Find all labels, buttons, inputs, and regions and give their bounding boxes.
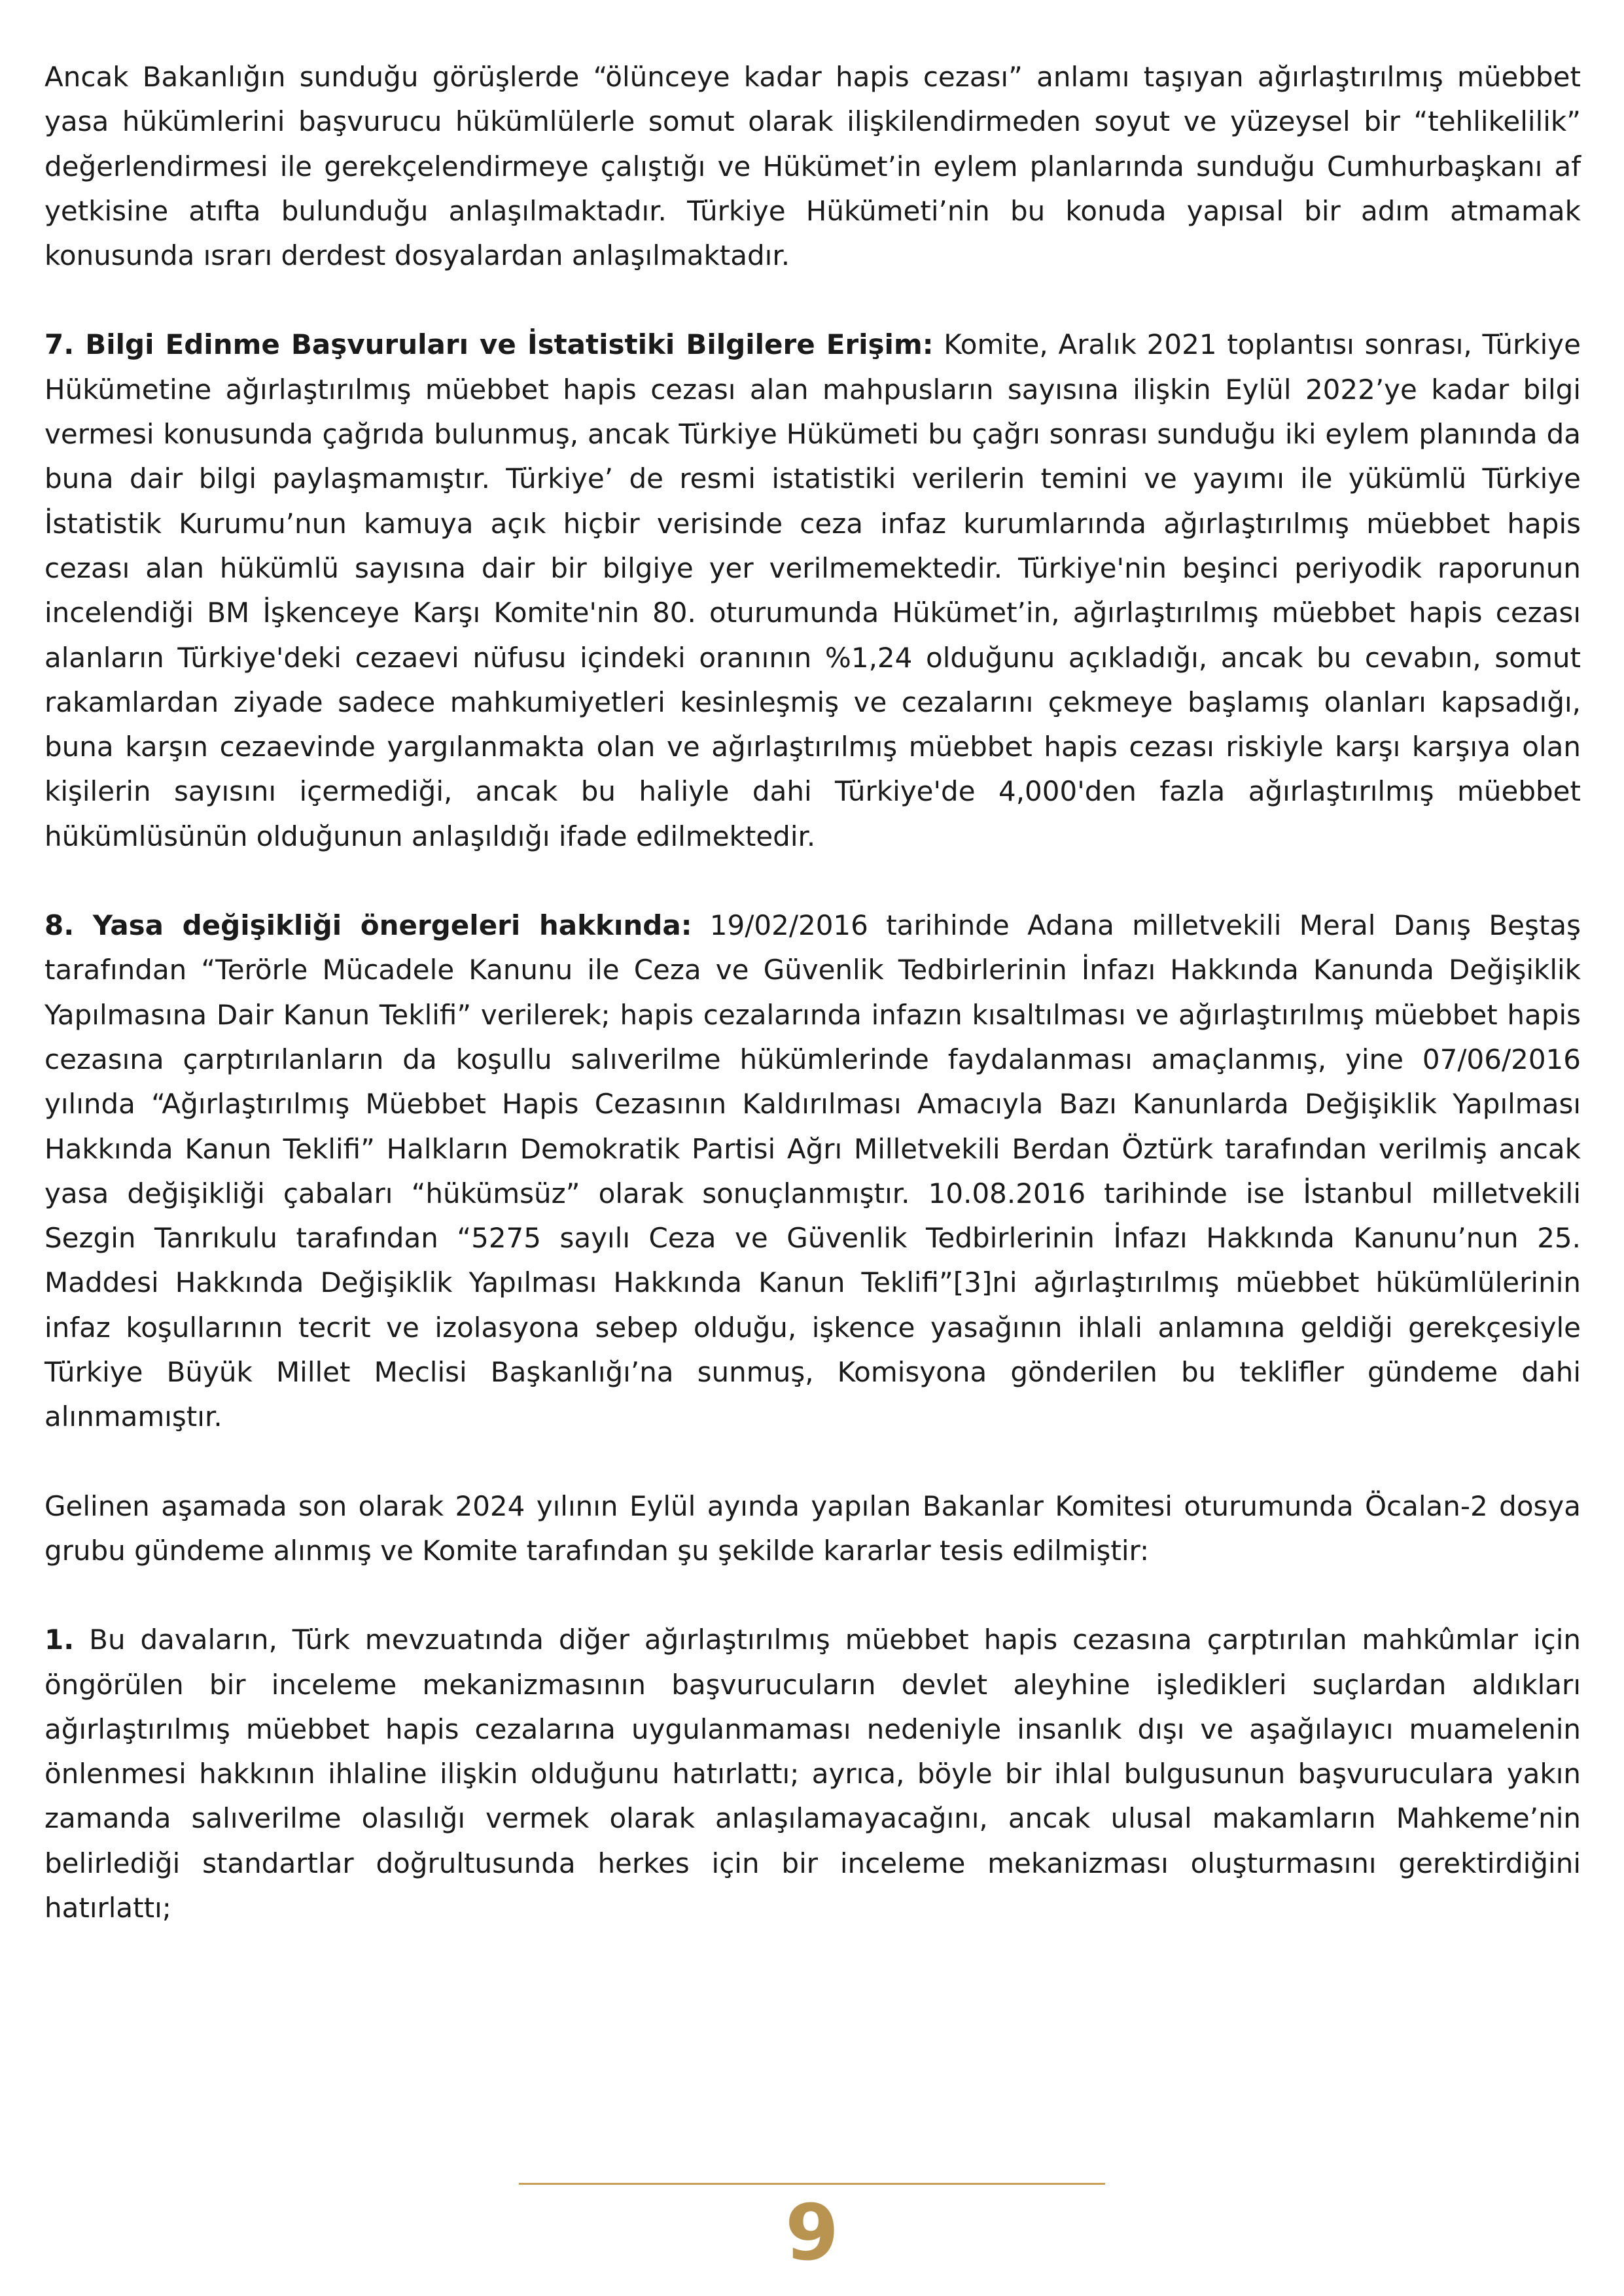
paragraph-decision-1 (44, 1618, 1581, 1930)
paragraph-section-7 (44, 322, 1581, 859)
paragraph-section-8 (44, 903, 1581, 1440)
section-8-heading: 8. Yasa değişikliği önergeleri hakkında: (44, 909, 692, 942)
section-7-heading: 7. Bilgi Edinme Başvuruları ve İstatistiki Bilgilere Erişim: (44, 328, 934, 361)
paragraph-text: Ancak Bakanlığın sunduğu görüşlerde “ölünceye kadar hapis cezası” anlamı taşıyan ağırlaştırılmış müebbet yasa hükümlerini başvurucu hükümlülerle somut olarak ilişkilendirmeden soyut ve yüzeysel bir “tehlikelilik” değerlendirmesi ile gerekçelendirmeye çalıştığı ve Hükümet’in eylem planlarında sunduğu Cumhurbaşkanı af yetkisine atıfta bulunduğu anlaşılmaktadır. Türkiye Hükümeti’nin bu konuda yapısal bir adım atmamak konusunda ısrarı derdest dosyalardan anlaşılmaktadır. (44, 61, 1581, 272)
page-number: 9 (785, 2187, 839, 2278)
paragraph-intro (44, 55, 1581, 278)
paragraph-committee-intro (44, 1484, 1581, 1574)
paragraph-text: Gelinen aşamada son olarak 2024 yılının Eylül ayında yapılan Bakanlar Komitesi oturumunda Öcalan-2 dosya grubu gündeme alınmış ve Komite tarafından şu şekilde kararlar tesis edilmiştir: (44, 1489, 1581, 1567)
footer-divider (519, 2183, 1105, 2185)
document-body (44, 55, 1581, 1975)
paragraph-text: 19/02/2016 tarihinde Adana milletvekili Meral Danış Beştaş tarafından “Terörle Mücadele Kanunu ile Ceza ve Güvenlik Tedbirlerinin İnfazı Hakkında Kanunda Değişiklik Yapılmasına Dair Kanun Teklifi” verilerek; hapis cezalarında infazın kısaltılması ve ağırlaştırılmış müebbet hapis cezasına çarptırılanların da koşullu salıverilme hükümlerinde faydalanması amaçlanmış, yine 07/06/2016 yılında “Ağırlaştırılmış Müebbet Hapis Cezasının Kaldırılması Amacıyla Bazı Kanunlarda Değişiklik Yapılması Hakkında Kanun Teklifi” Halkların Demokratik Partisi Ağrı Milletvekili Berdan Öztürk tarafından verilmiş ancak yasa değişikliği çabaları “hükümsüz” olarak sonuçlanmıştır. 10.08.2016 tarihinde ise İstanbul milletvekili Sezgin Tanrıkulu tarafından “5275 sayılı Ceza ve Güvenlik Tedbirlerinin İnfazı Hakkında Kanunu’nun 25. Maddesi Hakkında Değişiklik Yapılması Hakkında Kanun Teklifi”[3]ni ağırlaştırılmış müebbet hükümlülerinin infaz koşullarının tecrit ve izolasyona sebep olduğu, işkence yasağının ihlali anlamına geldiği gerekçesiyle Türkiye Büyük Millet Meclisi Başkanlığı’na sunmuş, Komisyona gönderilen bu teklifler gündeme dahi alınmamıştır. (44, 909, 1581, 1433)
decision-number: 1. (44, 1624, 75, 1656)
paragraph-text: Bu davaların, Türk mevzuatında diğer ağırlaştırılmış müebbet hapis cezasına çarptırılan mahkûmlar için öngörülen bir inceleme mekanizmasının başvurucuların devlet aleyhine işledikleri suçlardan aldıkları ağırlaştırılmış müebbet hapis cezalarına uygulanmaması nedeniyle insanlık dışı ve aşağılayıcı muamelenin önlenmesi hakkının ihlaline ilişkin olduğunu hatırlattı; ayrıca, böyle bir ihlal bulgusunun başvuruculara yakın zamanda salıverilme olasılığı vermek olarak anlaşılamayacağını, ancak ulusal makamların Mahkeme’nin belirlediği standartlar doğrultusunda herkes için bir inceleme mekanizması oluşturmasını gerektirdiğini hatırlattı; (44, 1624, 1581, 1924)
paragraph-text: Komite, Aralık 2021 toplantısı sonrası, Türkiye Hükümetine ağırlaştırılmış müebbet hapis cezası alan mahpusların sayısına ilişkin Eylül 2022’ye kadar bilgi vermesi konusunda çağrıda bulunmuş, ancak Türkiye Hükümeti bu çağrı sonrası sunduğu iki eylem planında da buna dair bilgi paylaşmamıştır. Türkiye’ de resmi istatistiki verilerin temini ve yayımı ile yükümlü Türkiye İstatistik Kurumu’nun kamuya açık hiçbir verisinde ceza infaz kurumlarında ağırlaştırılmış müebbet hapis cezası alan hükümlü sayısına dair bir bilgiye yer verilmemektedir. Türkiye'nin beşinci periyodik raporunun incelendiği BM İşkenceye Karşı Komite'nin 80. oturumunda Hükümet’in, ağırlaştırılmış müebbet hapis cezası alanların Türkiye'deki cezaevi nüfusu içindeki oranının %1,24 olduğunu açıkladığı, ancak bu cevabın, somut rakamlardan ziyade sadece mahkumiyetleri kesinleşmiş ve cezalarını çekmeye başlamış olanları kapsadığı, buna karşın cezaevinde yargılanmakta olan ve ağırlaştırılmış müebbet hapis cezası riskiyle karşı karşıya olan kişilerin sayısını içermediği, ancak bu haliyle dahi Türkiye'de 4,000'den fazla ağırlaştırılmış müebbet hükümlüsünün olduğunun anlaşıldığı ifade edilmektedir. (44, 328, 1581, 852)
